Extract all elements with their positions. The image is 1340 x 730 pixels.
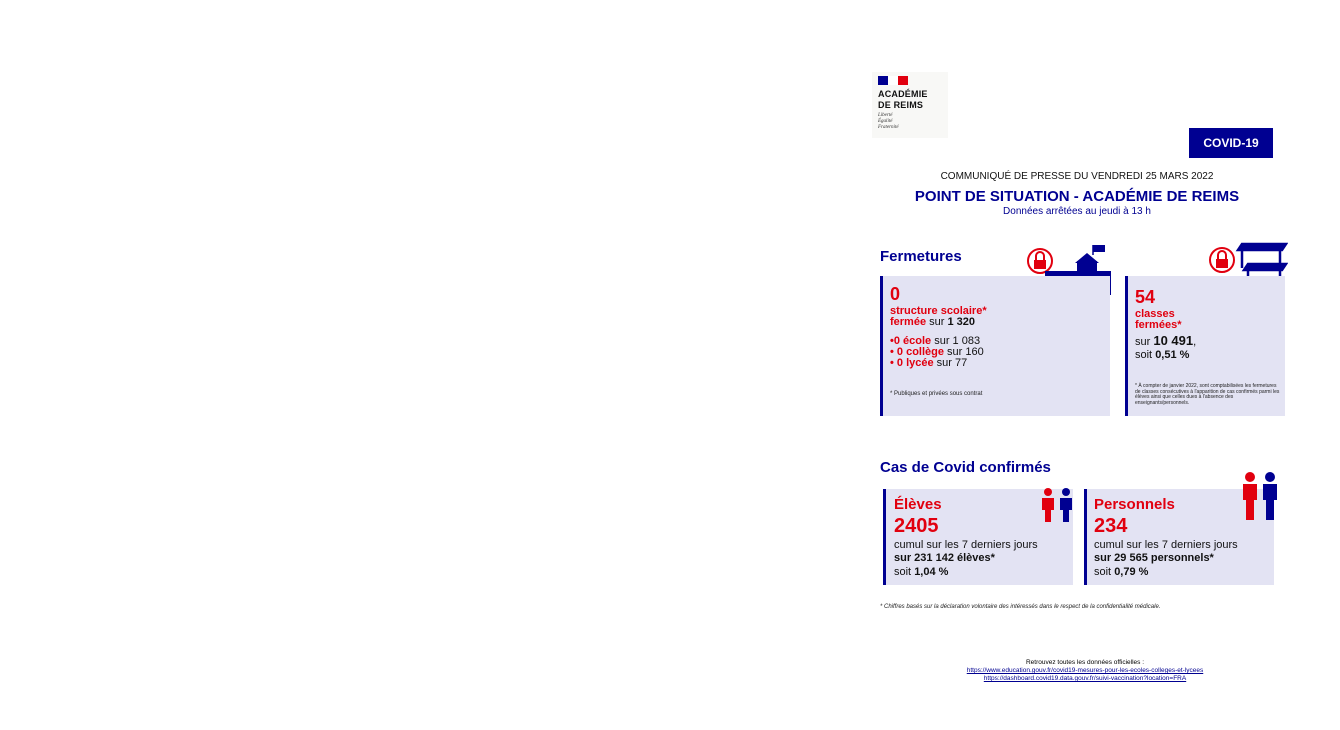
personnels-title: Personnels <box>1094 496 1175 513</box>
ecole-count: •0 école <box>890 335 932 347</box>
college-total: sur 160 <box>944 346 984 358</box>
eleves-pct-line <box>894 567 948 578</box>
comma: , <box>1193 336 1197 348</box>
section-title-fermetures: Fermetures <box>880 248 962 265</box>
staff-icon <box>1240 471 1280 525</box>
college-count: • 0 collège <box>890 346 944 358</box>
soit-text: soit <box>1094 566 1115 578</box>
card-personnels <box>1084 489 1274 585</box>
eleves-cumul: cumul sur les 7 derniers jours <box>894 539 1038 551</box>
footnote: * Chiffres basés sur la déclaration volontaire des intéressés dans le respect de la confidentialité médicale. <box>880 604 1161 610</box>
card-eleves <box>883 489 1073 585</box>
classes-count: 54 <box>1135 287 1156 307</box>
sur-text: sur <box>926 316 948 328</box>
card-classes-fermees <box>1125 276 1285 416</box>
classes-note: * À compter de janvier 2022, sont comptabilisées les fermetures de classes consécutives à l'apparition de cas confirmés parmi les élèves ainsi que celles dues à l'absence des enseignants/personnels. <box>1135 383 1280 406</box>
covid-badge: COVID-19 <box>1189 128 1273 158</box>
soit-text: soit <box>894 566 915 578</box>
motto-liberte: Liberté <box>878 113 893 118</box>
sur-text: sur <box>1135 336 1154 348</box>
soit-text: soit <box>1135 349 1156 361</box>
marianne-flag-icon <box>878 76 908 85</box>
logo-line2: DE REIMS <box>878 100 924 110</box>
card-accent-bar <box>880 276 883 416</box>
structures-total-line <box>890 317 975 328</box>
structures-total: 1 320 <box>947 316 976 328</box>
press-release-date: COMMUNIQUÉ DE PRESSE DU VENDREDI 25 MARS 2022 <box>940 171 1214 182</box>
eleves-title: Élèves <box>894 496 942 513</box>
personnels-pct: 0,79 % <box>1114 566 1149 578</box>
classes-total: 10 491 <box>1153 333 1194 348</box>
lycee-count: • 0 lycée <box>890 357 934 369</box>
logo-motto <box>878 113 899 131</box>
eleves-count: 2405 <box>894 515 939 537</box>
students-icon <box>1039 487 1075 525</box>
motto-egalite: Égalité <box>878 119 893 124</box>
card-accent-bar <box>1084 489 1087 585</box>
card-structures-fermees <box>880 276 1110 416</box>
lycee-line <box>890 358 967 369</box>
structures-note: * Publiques et privées sous contrat <box>890 391 983 397</box>
academie-logo <box>872 72 948 138</box>
ecole-total: sur 1 083 <box>931 335 981 347</box>
links-intro: Retrouvez toutes les données officielles : <box>1025 659 1145 666</box>
page-subtitle: Données arrêtées au jeudi à 13 h <box>1003 206 1151 217</box>
personnels-cumul: cumul sur les 7 derniers jours <box>1094 539 1238 551</box>
link-dashboard-covid[interactable]: https://dashboard.covid19.data.gouv.fr/suivi-vaccination?location=FRA <box>983 675 1187 682</box>
logo-line1: ACADÉMIE <box>878 89 928 99</box>
classes-label: classes <box>1135 308 1175 320</box>
classes-fermees-label: fermées* <box>1135 319 1182 331</box>
card-accent-bar <box>1125 276 1128 416</box>
section-title-cas: Cas de Covid confirmés <box>880 459 1051 476</box>
eleves-total: sur 231 142 élèves* <box>894 552 995 564</box>
official-links <box>900 659 1270 683</box>
classes-pct: 0,51 % <box>1155 349 1190 361</box>
personnels-count: 234 <box>1094 515 1128 537</box>
classes-total-line <box>1135 335 1196 348</box>
structures-count: 0 <box>890 284 901 304</box>
motto-fraternite: Fraternité <box>878 125 899 130</box>
structures-label: structure scolaire* <box>890 305 987 317</box>
personnels-total: sur 29 565 personnels* <box>1094 552 1214 564</box>
card-accent-bar <box>883 489 886 585</box>
eleves-pct: 1,04 % <box>914 566 949 578</box>
lycee-total: sur 77 <box>933 357 968 369</box>
classes-pct-line <box>1135 350 1189 361</box>
link-education-gouv[interactable]: https://www.education.gouv.fr/covid19-mesures-pour-les-ecoles-colleges-et-lycees <box>966 667 1204 674</box>
personnels-pct-line <box>1094 567 1148 578</box>
page-title: POINT DE SITUATION - ACADÉMIE DE REIMS <box>914 188 1240 205</box>
fermee-label: fermée <box>890 316 927 328</box>
